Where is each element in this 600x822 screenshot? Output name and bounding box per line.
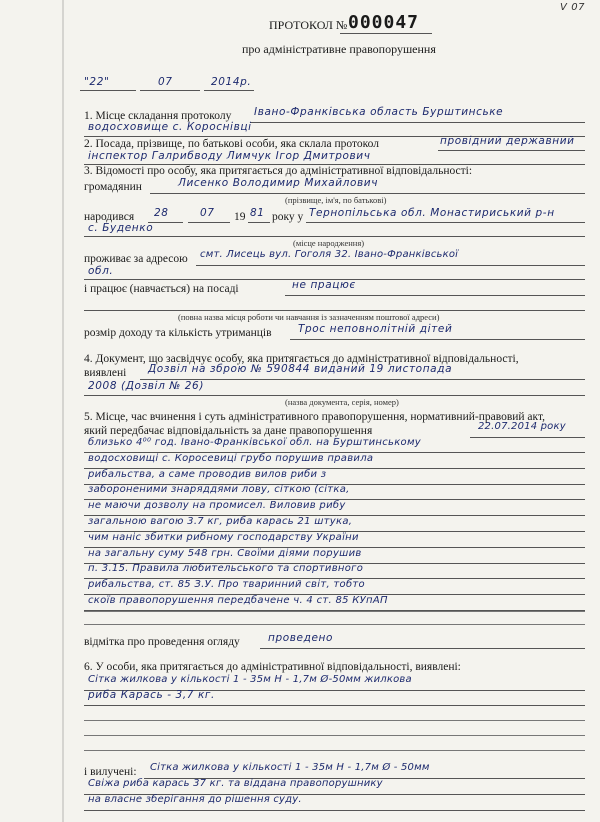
- violation-line: скоїв правопорушення передбачене ч. 4 ст. 85 КУпАП: [88, 595, 388, 606]
- address-value-2: обл.: [88, 265, 114, 277]
- violation-line: не маючи дозволу на промисел. Виловив рибу: [88, 500, 346, 512]
- citizen-caption: (прізвище, ім'я, по батькові): [285, 195, 387, 205]
- seized-value-3: на власне зберігання до рішення суду.: [88, 794, 302, 805]
- address-value-1: смт. Лисець вул. Гоголя 32. Івано-Франківської: [200, 249, 459, 260]
- seized-value-2: Свіжа риба карась 37 кг. та віддана правопорушнику: [88, 778, 383, 789]
- violation-line: рибальства, а саме проводив вилов риби з: [88, 468, 327, 480]
- violation-line: рибальства, ст. 85 З.У. Про тваринний світ, тобто: [88, 579, 365, 591]
- born-month: 07: [200, 207, 215, 219]
- document-value-1: Дозвіл на зброю № 590844 виданий 19 листопада: [148, 363, 453, 375]
- place-label: 1. Місце складання протоколу: [84, 110, 232, 122]
- person-label: 3. Відомості про особу, яка притягається до адміністративної відповідальності:: [84, 165, 473, 177]
- birthplace-value-1: Тернопільська обл. Монастириський р-н: [309, 207, 555, 219]
- fold-crease: [62, 0, 64, 822]
- violation-label-2: який передбачає відповідальність за дане правопорушення: [84, 425, 373, 437]
- born-day: 28: [154, 207, 169, 219]
- seized-value-1: Сітка жилкова у кількості 1 - 35м Н - 1,7м Ø - 50мм: [150, 762, 430, 773]
- protocol-subtitle: про адміністративне правопорушення: [242, 42, 436, 56]
- violation-line: водосховищі с. Коросевиці грубо порушив правила: [88, 452, 374, 464]
- place-value-2: водосховище с. Короснівці: [88, 121, 252, 133]
- income-label: розмір доходу та кількість утриманців: [84, 327, 272, 339]
- violation-line: близько 4⁰⁰ год. Івано-Франківської обл. на Бурштинському: [88, 437, 422, 448]
- date-month: 07: [158, 76, 173, 88]
- corner-mark: V 07: [560, 2, 586, 13]
- birthplace-caption: (місце народження): [293, 238, 365, 248]
- position-value-1: провідний державний: [440, 135, 575, 147]
- violation-line: на загальну суму 548 грн. Своїми діями порушив: [88, 547, 362, 559]
- date-year: 2014р.: [211, 76, 252, 88]
- income-value: Трос неповнолітній дітей: [298, 323, 453, 335]
- born-year-suffix: 81: [250, 207, 265, 219]
- document-label: 4. Документ, що засвідчує особу, яка притягається до адміністративної відповідальності,: [84, 353, 519, 365]
- document-value-2: 2008 (Дозвіл № 26): [88, 380, 205, 392]
- violation-label-1: 5. Місце, час вчинення і суть адміністративного правопорушення, нормативний-правовий акт,: [84, 411, 546, 423]
- citizen-label: громадянин: [84, 181, 142, 193]
- inspection-label: відмітка про проведення огляду: [84, 636, 240, 648]
- violation-line: забороненими знаряддями лову, сіткою (сітка,: [88, 484, 350, 496]
- violation-line: чим наніс збитки рибному господарству України: [88, 531, 359, 543]
- place-value-1: Івано-Франківська область Бурштинське: [254, 106, 504, 118]
- position-label: 2. Посада, прізвище, по батькові особи, яка склала протокол: [84, 138, 379, 150]
- violation-line: п. 3.15. Правила любительського та спортивного: [88, 563, 364, 575]
- citizen-value: Лисенко Володимир Михайлович: [178, 177, 379, 189]
- protocol-number: 000047: [348, 12, 420, 33]
- date-day: "22": [84, 76, 110, 88]
- birthplace-value-2: с. Буденко: [88, 222, 154, 234]
- found-value-2: риба Карась - 3,7 кг.: [88, 689, 215, 701]
- born-year-prefix: 19: [234, 211, 246, 223]
- protocol-title: ПРОТОКОЛ №: [269, 18, 348, 32]
- address-label: проживає за адресою: [84, 253, 188, 265]
- work-label: і працює (навчається) на посаді: [84, 283, 239, 295]
- seized-label: і вилучені:: [84, 766, 137, 778]
- work-caption: (повна назва місця роботи чи навчання із зазначенням поштової адреси): [178, 312, 440, 322]
- found-value-1: Сітка жилкова у кількості 1 - 35м Н - 1,7м Ø-50мм жилкова: [88, 674, 412, 685]
- born-label: народився: [84, 211, 135, 223]
- found-label: 6. У особи, яка притягається до адміністративної відповідальності, виявлені:: [84, 661, 461, 673]
- document-issued-label: виявлені: [84, 367, 127, 379]
- work-value: не працює: [292, 279, 356, 291]
- violation-date: 22.07.2014 року: [478, 421, 566, 432]
- inspection-value: проведено: [268, 632, 334, 644]
- born-year-label: року у: [272, 211, 304, 223]
- position-value-2: інспектор Галрибводу Лимчук Ігор Дмитрович: [88, 150, 371, 162]
- document-caption: (назва документа, серія, номер): [285, 397, 399, 407]
- violation-line: загальною вагою 3.7 кг, риба карась 21 штука,: [88, 516, 353, 527]
